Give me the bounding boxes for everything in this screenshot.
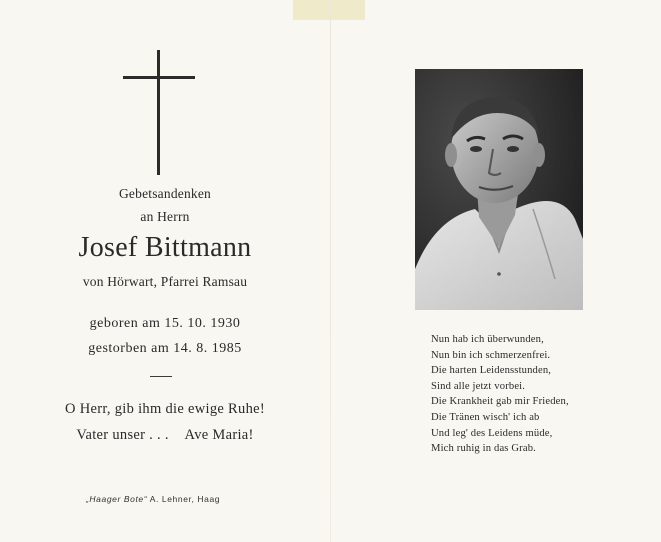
death-date: gestorben am 14. 8. 1985 [88,341,242,356]
printer-name: A. Lehner, Haag [149,494,221,504]
poem-line: Und leg' des Leidens müde, [431,427,553,439]
poem-line: Die harten Leidensstunden, [431,365,552,377]
prayer-vater-unser: Vater unser . . . [76,427,169,443]
origin-line: von Hörwart, Pfarrei Ramsau [82,274,248,289]
poem-line: Sind alle jetzt vorbei. [431,380,526,392]
salutation: an Herrn [140,209,190,224]
deceased-name: Josef Bittmann [78,232,252,263]
cross-icon [123,50,195,175]
poem [431,332,631,457]
printer-firm: „Haager Bote“ [86,494,148,504]
prayer-line-1: O Herr, gib ihm die ewige Ruhe! [65,401,265,417]
poem-line: Nun bin ich schmerzenfrei. [431,349,551,361]
printer-imprint [86,494,326,504]
poem-line: Nun hab ich überwunden, [431,334,544,345]
card-heading: Gebetsandenken [118,186,211,201]
left-page [0,0,330,542]
poem-line: Die Tränen wisch' ich ab [431,411,540,423]
poem-line: Die Krankheit gab mir Frieden, [431,396,569,408]
poem-line: Mich ruhig in das Grab. [431,443,536,455]
prayer-ave-maria: Ave Maria! [184,427,254,443]
portrait-photo-icon [415,69,583,310]
divider [150,376,172,377]
card-fold [330,0,331,542]
prayer-line-2 [0,427,330,444]
birth-date: geboren am 15. 10. 1930 [89,316,241,331]
